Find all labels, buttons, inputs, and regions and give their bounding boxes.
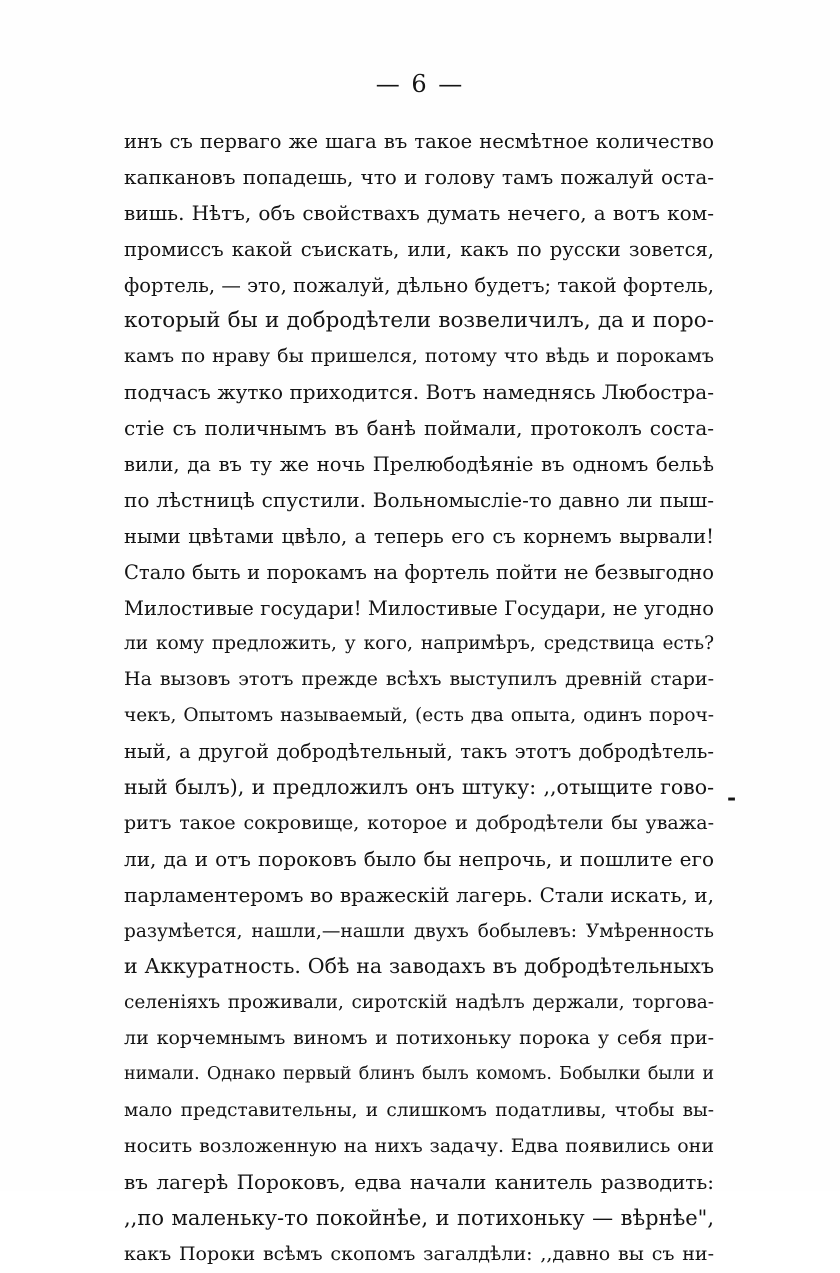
text-line: разумѣется, нашли,—нашли двухъ бобылевъ: Умѣренность: [124, 920, 714, 942]
page-number: — 6 —: [375, 70, 465, 98]
text-line: мало представительны, и слишкомъ податливы, чтобы вы-: [124, 1100, 714, 1122]
text-line: инъ съ перваго же шага въ такое несмѣтное количество: [124, 130, 714, 153]
text-line: подчасъ жутко приходится. Вотъ намеднясь Любостра-: [124, 380, 714, 405]
text-line: ными цвѣтами цвѣло, а теперь его съ корнемъ вырвали!: [124, 524, 714, 548]
text-line: фортель, — это, пожалуй, дѣльно будетъ; такой фортель,: [124, 273, 714, 297]
text-line: Стало быть и порокамъ на фортель пойти не безвыгодно: [124, 560, 714, 584]
body-text: [124, 124, 714, 1273]
text-line: который бы и добродѣтели возвеличилъ, да и поро-: [124, 308, 714, 334]
text-line: капкановъ попадешь, что и голову тамъ пожалуй оста-: [124, 164, 714, 189]
text-line: нимали. Однако первый блинъ былъ комомъ. Бобылки были и: [124, 1064, 714, 1085]
text-line: ли корчемнымъ виномъ и потихоньку порока у себя при-: [124, 1027, 714, 1050]
text-line: вишь. Нѣтъ, объ свойствахъ думать нечего, а вотъ ком-: [124, 200, 714, 225]
text-line: селеніяхъ проживали, сиротскій надѣлъ держали, торгова-: [124, 992, 714, 1014]
margin-mark: -: [727, 785, 737, 811]
text-line: ,,по маленьку-то покойнѣе, и потихоньку — вѣрнѣе",: [124, 1205, 714, 1230]
text-line: стіе съ поличнымъ въ банѣ поймали, протоколъ соста-: [124, 416, 714, 441]
text-line: промиссъ какой съискать, или, какъ по русски зовется,: [124, 237, 714, 261]
text-line: Милостивые государи! Милостивые Государи, не угодно: [124, 596, 714, 620]
text-line: носить возложенную на нихъ задачу. Едва появились они: [124, 1134, 714, 1157]
text-line: ли кому предложить, у кого, напримѣръ, средствица есть?: [124, 633, 714, 655]
text-line: На вызовъ этотъ прежде всѣхъ выступилъ древній стари-: [124, 668, 714, 691]
text-line: ный, а другой добродѣтельный, такъ этотъ добродѣтель-: [124, 740, 714, 764]
text-line: и Аккуратность. Обѣ на заводахъ въ добродѣтельныхъ: [124, 954, 714, 979]
text-line: вили, да въ ту же ночь Прелюбодѣяніе въ одномъ бельѣ: [124, 453, 714, 477]
text-line: въ лагерѣ Пороковъ, едва начали канитель разводить:: [124, 1169, 714, 1194]
text-line: парламентеромъ во вражескій лагерь. Стали искать, и,: [124, 882, 714, 907]
text-line: ный былъ), и предложилъ онъ штуку: ,,отыщите гово-: [124, 775, 714, 800]
text-line: камъ по нраву бы пришелся, потому что вѣдь и порокамъ: [124, 345, 714, 368]
text-line: ритъ такое сокровище, которое и добродѣтели бы уважа-: [124, 811, 714, 834]
text-line: чекъ, Опытомъ называемый, (есть два опыта, одинъ пороч-: [124, 705, 714, 727]
text-line: по лѣстницѣ спустили. Вольномысліе-то давно ли пыш-: [124, 487, 714, 512]
text-line: какъ Пороки всѣмъ скопомъ загалдѣли: ,,давно вы съ ни-: [124, 1242, 714, 1265]
text-line: ли, да и отъ пороковъ было бы непрочь, и пошлите его: [124, 846, 714, 871]
